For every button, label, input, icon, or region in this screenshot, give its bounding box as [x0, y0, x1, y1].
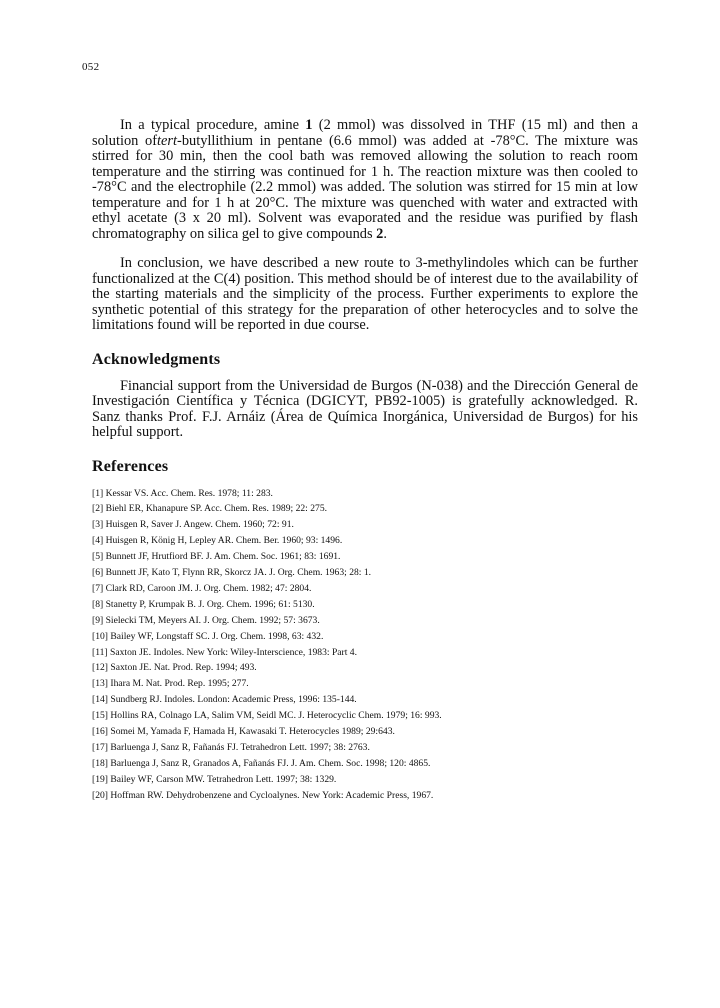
conclusion-paragraph: In conclusion, we have described a new route to 3-methylindoles which can be further functionalized at the C(4) position. This method should be of interest due to the availability of the starting materials and the simplicity of the process. Further experiments to explore the synthetic potential of this strategy for the preparation of other heterocycles and to solve the limitations found will be reported in due course.	[92, 255, 638, 333]
reference-item: [16] Somei M, Yamada F, Hamada H, Kawasaki T. Heterocycles 1989; 29:643.	[92, 726, 395, 738]
reference-item: [8] Stanetty P, Krumpak B. J. Org. Chem. 1996; 61: 5130.	[92, 598, 315, 610]
reference-item: [7] Clark RD, Caroon JM. J. Org. Chem. 1982; 47: 2804.	[92, 582, 312, 594]
reference-item: [11] Saxton JE. Indoles. New York: Wiley-Interscience, 1983: Part 4.	[92, 646, 357, 658]
reference-item: [5] Bunnett JF, Hrutfiord BF. J. Am. Chem. Soc. 1961; 83: 1691.	[92, 551, 341, 563]
reference-item: [13] Ihara M. Nat. Prod. Rep. 1995; 277.	[92, 678, 249, 690]
reference-item: [17] Barluenga J, Sanz R, Fañanás FJ. Tetrahedron Lett. 1997; 38: 2763.	[92, 742, 370, 753]
reference-item: [10] Bailey WF, Longstaff SC. J. Org. Chem. 1998, 63: 432.	[92, 630, 324, 642]
reference-item: [6] Bunnett JF, Kato T, Flynn RR, Skorcz JA. J. Org. Chem. 1963; 28: 1.	[92, 567, 372, 579]
compound-1-label: 1	[305, 117, 313, 133]
acknowledgments-heading: Acknowledgments	[92, 350, 221, 368]
compound-2-label: 2	[376, 225, 384, 242]
reference-item: [20] Hoffman RW. Dehydrobenzene and Cycloalynes. New York: Academic Press, 1967.	[92, 789, 434, 801]
references-heading: References	[92, 457, 169, 475]
procedure-text-end: .	[383, 225, 387, 242]
procedure-text-start: In a typical procedure, amine	[120, 117, 306, 133]
reference-item: [14] Sundberg RJ. Indoles. London: Academic Press, 1996: 135-144.	[92, 694, 357, 706]
reference-item: [15] Hollins RA, Colnago LA, Salim VM, Seidl MC. J. Heterocyclic Chem. 1979; 16: 993.	[92, 710, 442, 722]
reference-item: [3] Huisgen R, Saver J. Angew. Chem. 1960; 72: 91.	[92, 519, 294, 531]
procedure-text-mid: (2 mmol) was dissolved in THF (15 ml) and then a solution of	[92, 117, 638, 149]
reference-item: [4] Huisgen R, König H, Lepley AR. Chem. Ber. 1960; 93: 1496.	[92, 535, 343, 547]
reference-item: [12] Saxton JE. Nat. Prod. Rep. 1994; 493.	[92, 662, 257, 674]
tert-italic: tert	[157, 132, 178, 149]
reference-item: [2] Biehl ER, Khanapure SP. Acc. Chem. Res. 1989; 22: 275.	[92, 503, 328, 515]
article-body	[92, 118, 638, 804]
procedure-text-body: -butyllithium in pentane (6.6 mmol) was added at -78°C. The mixture was stirred for 30 min, then the cool bath was removed allowing the solution to reach room temperature and the stirring was continued for 1 h. The reaction mixture was then cooled to -78°C and the electrophile (2.2 mmol) was added. The solution was stirred for 15 min at low temperature and for 1 h at 20°C. The mixture was quenched with water and extracted with ethyl acetate (3 x 20 ml). Solvent was evaporated and the residue was purified by flash chromatography on silica gel to give compounds	[92, 132, 638, 242]
reference-item: [18] Barluenga J, Sanz R, Granados A, Fañanás FJ. J. Am. Chem. Soc. 1998; 120: 4865.	[92, 757, 431, 769]
procedure-paragraph	[92, 118, 638, 242]
page-number: 052	[82, 61, 100, 73]
reference-item: [9] Sielecki TM, Meyers AI. J. Org. Chem. 1992; 57: 3673.	[92, 614, 320, 626]
acknowledgments-paragraph: Financial support from the Universidad de Burgos (N-038) and the Dirección General de Investigación Científica y Técnica (DGICYT, PB92-1005) is gratefully acknowledged. R. Sanz thanks Prof. F.J. Arnáiz (Área de Química Inorgánica, Universidad de Burgos) for his helpful support.	[92, 377, 638, 440]
references-list	[92, 486, 638, 804]
reference-item: [1] Kessar VS. Acc. Chem. Res. 1978; 11: 283.	[92, 487, 273, 499]
reference-item: [19] Bailey WF, Carson MW. Tetrahedron Lett. 1997; 38: 1329.	[92, 773, 337, 785]
